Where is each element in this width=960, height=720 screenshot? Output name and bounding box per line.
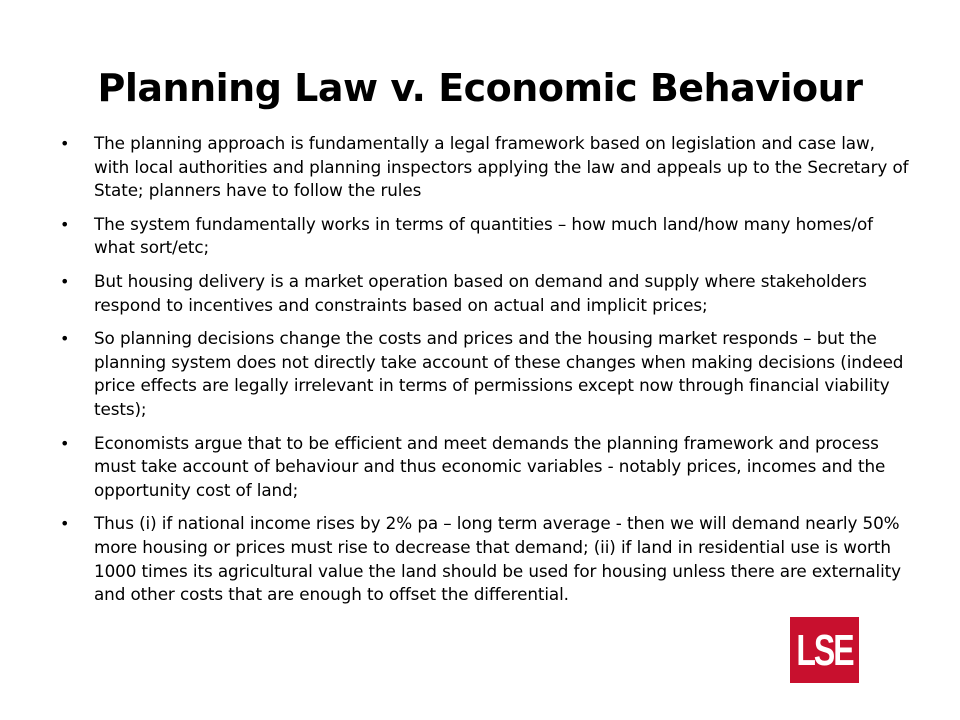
bullet-item [60,213,912,260]
slide-title: Planning Law v. Economic Behaviour [97,66,863,110]
bullet-dot-icon: • [60,214,70,234]
lse-logo [790,617,859,683]
bullet-dot-icon: • [60,329,70,349]
bullet-text: So planning decisions change the costs and prices and the housing market responds – but the planning system does not directly take account of these changes when making decisions (indeed price effects are legally irrelevant in terms of permissions except now through financial viability tests); [94,328,904,419]
bullet-text: Thus (i) if national income rises by 2% pa – long term average - then we will demand nearly 50% more housing or prices must rise to decrease that demand; (ii) if land in residential use is worth 1000 times its agricultural value the land should be used for housing unless there are externality and other costs that are enough to offset the differential. [94,513,901,605]
bullet-dot-icon: • [60,134,70,153]
bullet-text: The system fundamentally works in terms of quantities – how much land/how many homes/of what sort/etc; [94,213,873,258]
bullet-item [60,132,912,203]
bullet-item [60,327,912,421]
bullet-dot-icon: • [60,433,70,453]
bullet-dot-icon: • [60,514,70,534]
bullet-text: The planning approach is fundamentally a legal framework based on legislation and case law, with local authorities and planning inspectors applying the law and appeals up to the Secretary of State; planners have to follow the rules [94,133,909,201]
lse-logo-text: LSE [796,625,853,675]
bullet-item [60,512,912,606]
bullet-dot-icon: • [60,271,70,291]
bullet-text: Economists argue that to be efficient and meet demands the planning framework and process must take account of behaviour and thus economic variables - notably prices, incomes and the opportunity cost of land; [94,432,886,500]
bullet-list [60,132,912,617]
bullet-text: But housing delivery is a market operation based on demand and supply where stakeholders respond to incentives and constraints based on actual and implicit prices; [94,270,867,315]
bullet-item [60,432,912,503]
bullet-item [60,270,912,317]
